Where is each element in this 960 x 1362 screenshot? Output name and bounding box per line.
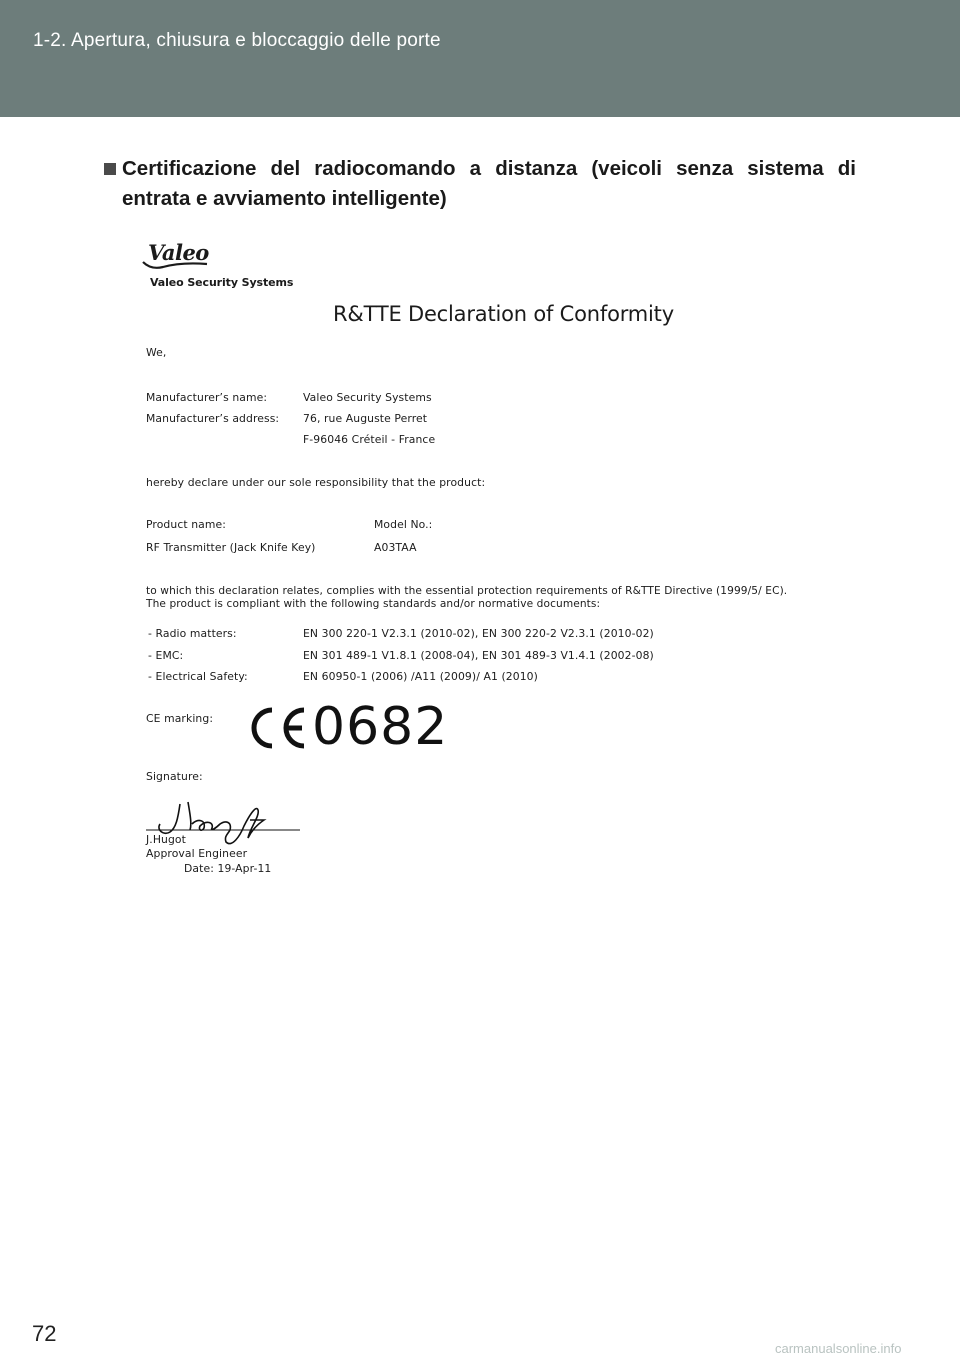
- manufacturer-name-label: Manufacturer’s name:: [146, 391, 268, 404]
- header-section-title: 1-2. Apertura, chiusura e bloccaggio delle porte: [33, 30, 441, 51]
- signer-name: J.Hugot: [146, 833, 186, 846]
- standard-label-emc: - EMC:: [148, 649, 184, 662]
- declare-statement: hereby declare under our sole responsibility that the product:: [146, 476, 486, 489]
- address-line-1: 76, rue Auguste Perret: [303, 412, 428, 425]
- model-no-label: Model No.:: [374, 518, 433, 531]
- standard-label-radio: - Radio matters:: [148, 627, 237, 640]
- heading-word-2: del: [270, 157, 301, 180]
- standard-value-safety: EN 60950-1 (2006) /A11 (2009)/ A1 (2010): [303, 670, 538, 683]
- standard-value-emc: EN 301 489-1 V1.8.1 (2008-04), EN 301 489-3 V1.4.1 (2002-08): [303, 649, 654, 662]
- declaration-title: R&TTE Declaration of Conformity: [333, 302, 674, 326]
- heading-word-1: Certificazione: [104, 154, 256, 184]
- heading-word-3: radiocomando: [314, 157, 456, 180]
- heading-word-4: a: [469, 157, 482, 180]
- heading-word-6: (veicoli: [591, 157, 662, 180]
- compliance-line-1: to which this declaration relates, complies with the essential protection requirements of R&TTE Directive (1999/5/ EC).: [146, 585, 788, 597]
- valeo-logo: Valeo: [148, 240, 209, 265]
- address-line-2: F-96046 Créteil - France: [303, 433, 436, 446]
- manufacturer-address-label: Manufacturer’s address:: [146, 412, 280, 425]
- ce-marking-label: CE marking:: [146, 712, 214, 725]
- signature-label: Signature:: [146, 770, 203, 783]
- watermark: carmanualsonline.info: [775, 1341, 902, 1356]
- heading-word-9: di: [837, 157, 856, 180]
- signature-date: Date: 19-Apr-11: [184, 862, 272, 875]
- manufacturer-name-value: Valeo Security Systems: [303, 391, 432, 404]
- ce-notified-body-number: 0682: [312, 697, 449, 757]
- heading-word-7: senza: [676, 157, 734, 180]
- standard-value-radio: EN 300 220-1 V2.3.1 (2010-02), EN 300 220-2 V2.3.1 (2010-02): [303, 627, 654, 640]
- page-number: 72: [32, 1321, 57, 1346]
- valeo-logo-swoosh-icon: [141, 258, 211, 272]
- company-name: Valeo Security Systems: [150, 276, 294, 289]
- heading-word-5: distanza: [495, 157, 578, 180]
- we-text: We,: [146, 346, 167, 359]
- signer-title: Approval Engineer: [146, 847, 248, 860]
- product-name-label: Product name:: [146, 518, 226, 531]
- standard-label-safety: - Electrical Safety:: [148, 670, 248, 683]
- section-heading-line2: entrata e avviamento intelligente): [122, 187, 447, 210]
- ce-mark-icon: [242, 705, 308, 751]
- product-name-value: RF Transmitter (Jack Knife Key): [146, 541, 316, 554]
- model-no-value: A03TAA: [374, 541, 417, 554]
- compliance-line-2: The product is compliant with the following standards and/or normative documents:: [146, 598, 601, 610]
- heading-word-8: sistema: [747, 157, 824, 180]
